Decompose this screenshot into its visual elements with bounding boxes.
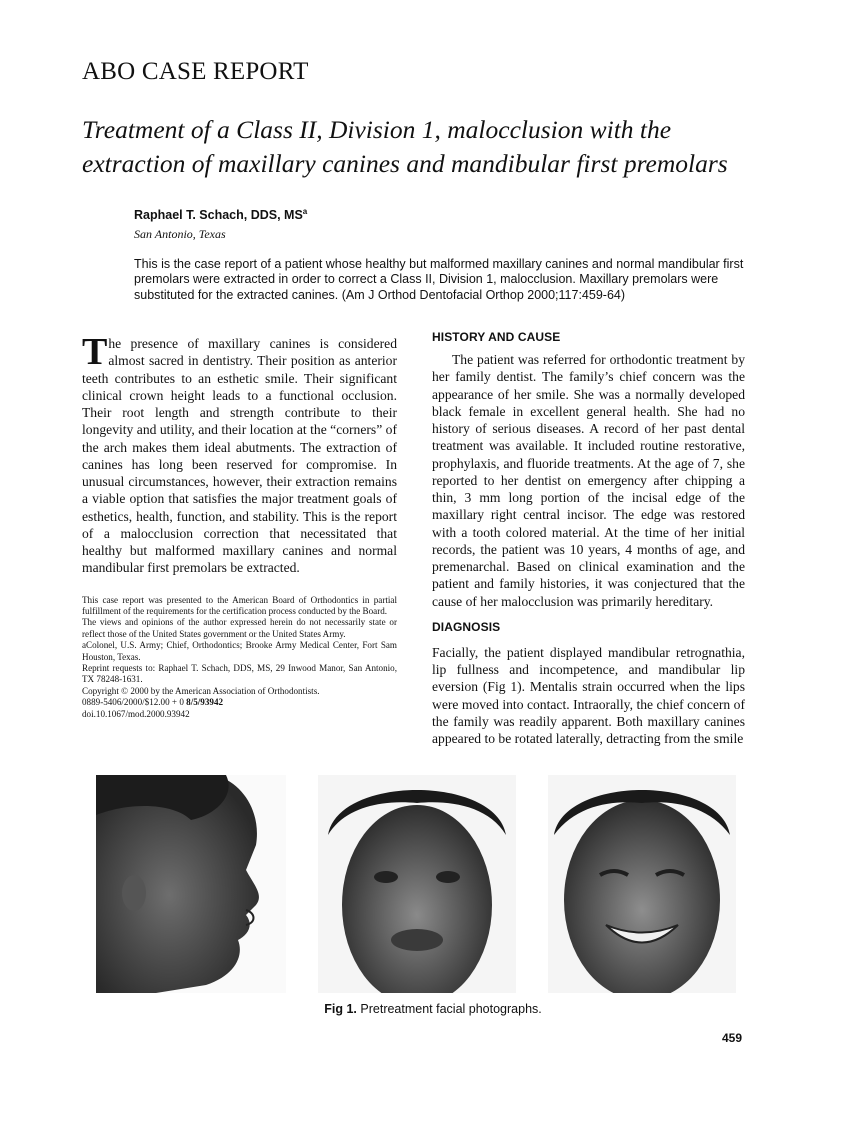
footnote-copyright: Copyright © 2000 by the American Association of Orthodontists. [82, 685, 320, 696]
title-line-1: Treatment of a Class II, Division 1, malocclusion with the [82, 115, 672, 144]
history-heading: HISTORY AND CAUSE [432, 330, 561, 344]
diagnosis-heading: DIAGNOSIS [432, 619, 501, 634]
intro-paragraph [82, 325, 397, 577]
footnote-presented: This case report was presented to the American Board of Orthodontics in partial fulfillment of the requirements for the certification process conducted by the Board. [82, 594, 397, 616]
figure-label: Fig 1. [324, 1002, 357, 1016]
left-column [82, 325, 397, 720]
figure-1 [96, 775, 736, 993]
drop-cap: T [82, 331, 108, 373]
footnote-affiliation: aColonel, U.S. Army; Chief, Orthodontics; Brooke Army Medical Center, Fort Sam Houston, Texas. [82, 640, 397, 662]
frontal-photo [318, 775, 516, 993]
article-title [82, 113, 782, 181]
footnote-doi: doi.10.1067/mod.2000.93942 [82, 708, 190, 719]
footnote-views: The views and opinions of the author expressed herein do not necessarily state or reflect those of the United States government or the United States Army. [82, 617, 397, 639]
author-superscript: a [302, 207, 308, 216]
abstract: This is the case report of a patient whose healthy but malformed maxillary canines and normal mandibular first premolars were extracted in order to correct a Class II, Division 1, malocclusion. Maxillary premolars were substituted for the extracted canines. (Am J Orthod Dentofacial Orthop 2000;117:459-64) [134, 257, 744, 302]
footnote-reprint: Reprint requests to: Raphael T. Schach, DDS, MS, 29 Inwood Manor, San Antonio, TX 78248-1631. [82, 662, 397, 685]
footnotes [82, 595, 397, 720]
smiling-photo [548, 775, 736, 993]
author-name-text: Raphael T. Schach, DDS, MS [134, 208, 303, 223]
author-name [134, 207, 307, 222]
author-affiliation: San Antonio, Texas [134, 227, 226, 241]
footnote-issn [82, 697, 397, 708]
intro-text: he presence of maxillary canines is considered almost sacred in dentistry. Their position as anterior teeth contributes to an esthetic smile. Their significant clinical crown height leads to a functional occlusion. Their root length and strength contribute to their longevity and utility, and their location at the “corners” of the arch makes them ideal abutments. The extraction of canines has long been reserved for compromise. In unusual circumstances, however, their extraction remains a viable option that satisfies the major treatment goals of esthetics, health, function, and stability. This is the report of a malocclusion correction that necessitated that healthy but malformed maxillary canines and normal mandibular first premolars be extracted. [82, 336, 397, 576]
right-column [432, 330, 745, 747]
diagnosis-paragraph: Facially, the patient displayed mandibular retrognathia, lip fullness and incompetence, and mandibular lip eversion (Fig 1). Mentalis strain occurred when the lips were moved into contact. Intraorally, the chief concern of the family was readily apparent. Both maxillary canines appeared to be rotated laterally, detracting from the smile [432, 644, 745, 746]
page-number: 459 [722, 1031, 743, 1045]
footnote-issn-bold: 8/5/93942 [186, 697, 224, 708]
title-line-2: extraction of maxillary canines and mandibular first premolars [82, 149, 728, 178]
section-label: ABO CASE REPORT [82, 58, 309, 85]
footnote-issn-text: 0889-5406/2000/$12.00 + 0 [82, 697, 184, 708]
history-paragraph: The patient was referred for orthodontic treatment by her family dentist. The family’s chief concern was the appearance of her smile. She was a normally developed black female in excellent general health. She had no history of serious diseases. A record of her past dental treatment was available. It included routine restorative, prophylaxis, and fluoride treatments. At the age of 7, she reported to her dentist on emergency after chipping a thin, 3 mm long portion of the incisal edge of the maxillary right central incisor. The edge was restored with a tooth colored material. At the time of her initial records, the patient was 10 years, 4 months of age, and premenarchal. Based on clinical examination and the patient and family histories, it was conjectured that the cause of her malocclusion was primarily hereditary. [432, 352, 745, 609]
figure-caption-text: Pretreatment facial photographs. [360, 1002, 542, 1016]
profile-photo [96, 775, 286, 993]
figure-caption [0, 1002, 866, 1016]
